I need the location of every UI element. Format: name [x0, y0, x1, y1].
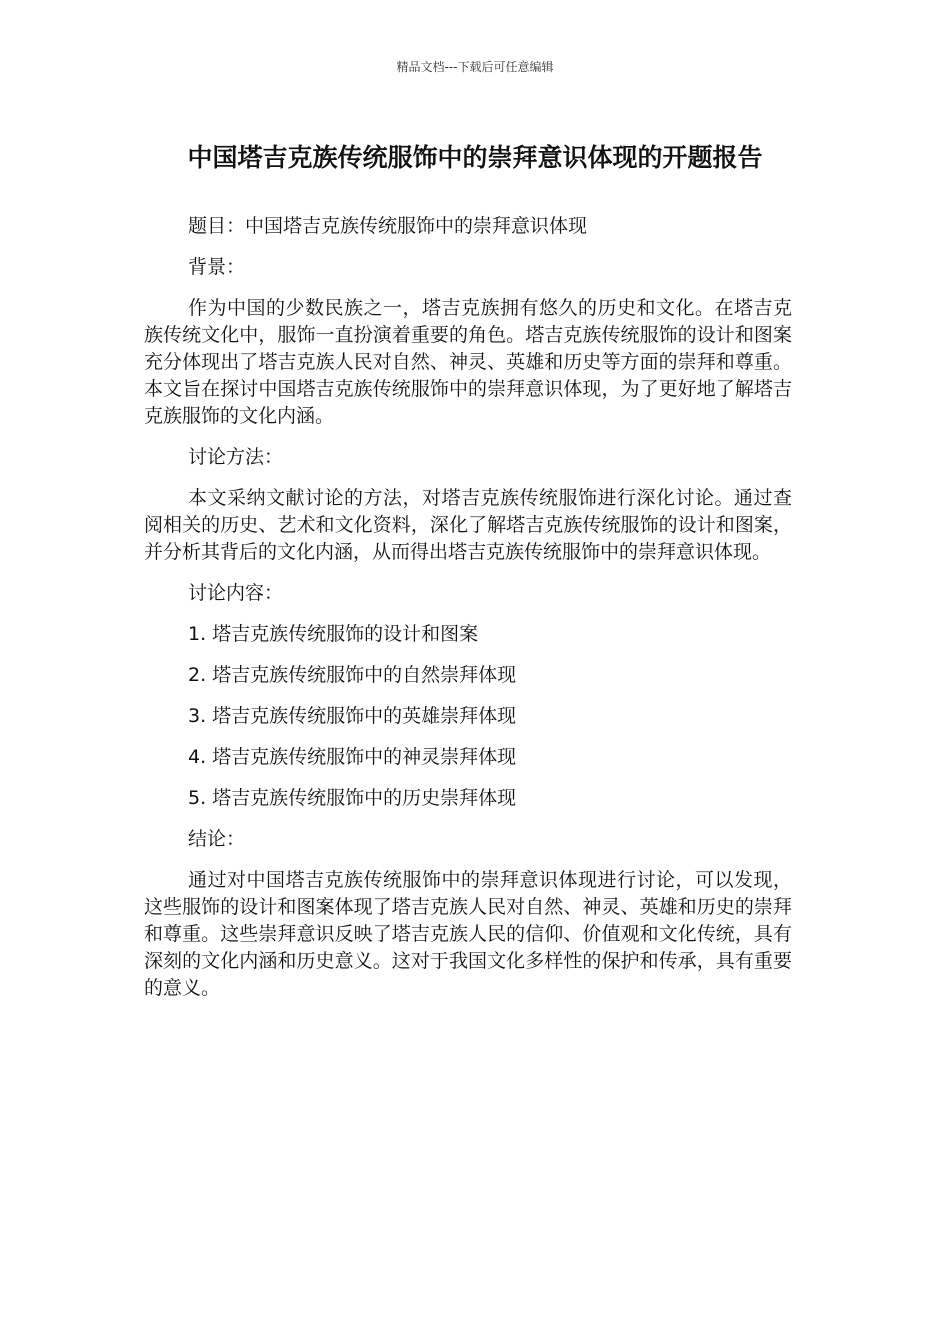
list-item: 4. 塔吉克族传统服饰中的神灵崇拜体现: [188, 746, 517, 768]
conclusion-paragraph: 通过对中国塔吉克族传统服饰中的崇拜意识体现进行讨论，可以发现，这些服饰的设计和图案体现了塔吉克族人民对自然、神灵、英雄和历史的崇拜和尊重。这些崇拜意识反映了塔吉克族人民的信仰、价值观和文化传统，具有深刻的文化内涵和历史意义。这对于我国文化多样性的保护和传承，具有重要的意义。: [144, 869, 792, 999]
method-heading: 讨论方法：: [188, 446, 284, 468]
list-item: 2. 塔吉克族传统服饰中的自然崇拜体现: [188, 664, 517, 686]
document-body: [144, 213, 792, 1016]
method-paragraph: 本文采纳文献讨论的方法，对塔吉克族传统服饰进行深化讨论。通过查阅相关的历史、艺术和文化资料，深化了解塔吉克族传统服饰的设计和图案，并分析其背后的文化内涵，从而得出塔吉克族传统服饰中的崇拜意识体现。: [144, 487, 792, 563]
list-item: 5. 塔吉克族传统服饰中的历史崇拜体现: [188, 787, 517, 809]
list-item: 3. 塔吉克族传统服饰中的英雄崇拜体现: [188, 705, 517, 727]
content-list: [144, 621, 792, 812]
topic-line: 题目：中国塔吉克族传统服饰中的崇拜意识体现: [188, 215, 588, 237]
background-heading: 背景：: [188, 256, 246, 278]
content-heading: 讨论内容：: [188, 582, 284, 604]
document-title: 中国塔吉克族传统服饰中的崇拜意识体现的开题报告: [187, 143, 763, 172]
background-paragraph: 作为中国的少数民族之一，塔吉克族拥有悠久的历史和文化。在塔吉克族传统文化中，服饰一直扮演着重要的角色。塔吉克族传统服饰的设计和图案充分体现出了塔吉克族人民对自然、神灵、英雄和历史等方面的崇拜和尊重。本文旨在探讨中国塔吉克族传统服饰中的崇拜意识体现，为了更好地了解塔吉克族服饰的文化内涵。: [144, 297, 792, 427]
list-item: 1. 塔吉克族传统服饰的设计和图案: [188, 623, 479, 645]
conclusion-heading: 结论：: [188, 828, 246, 850]
header-note: 精品文档---下载后可任意编辑: [396, 60, 554, 74]
